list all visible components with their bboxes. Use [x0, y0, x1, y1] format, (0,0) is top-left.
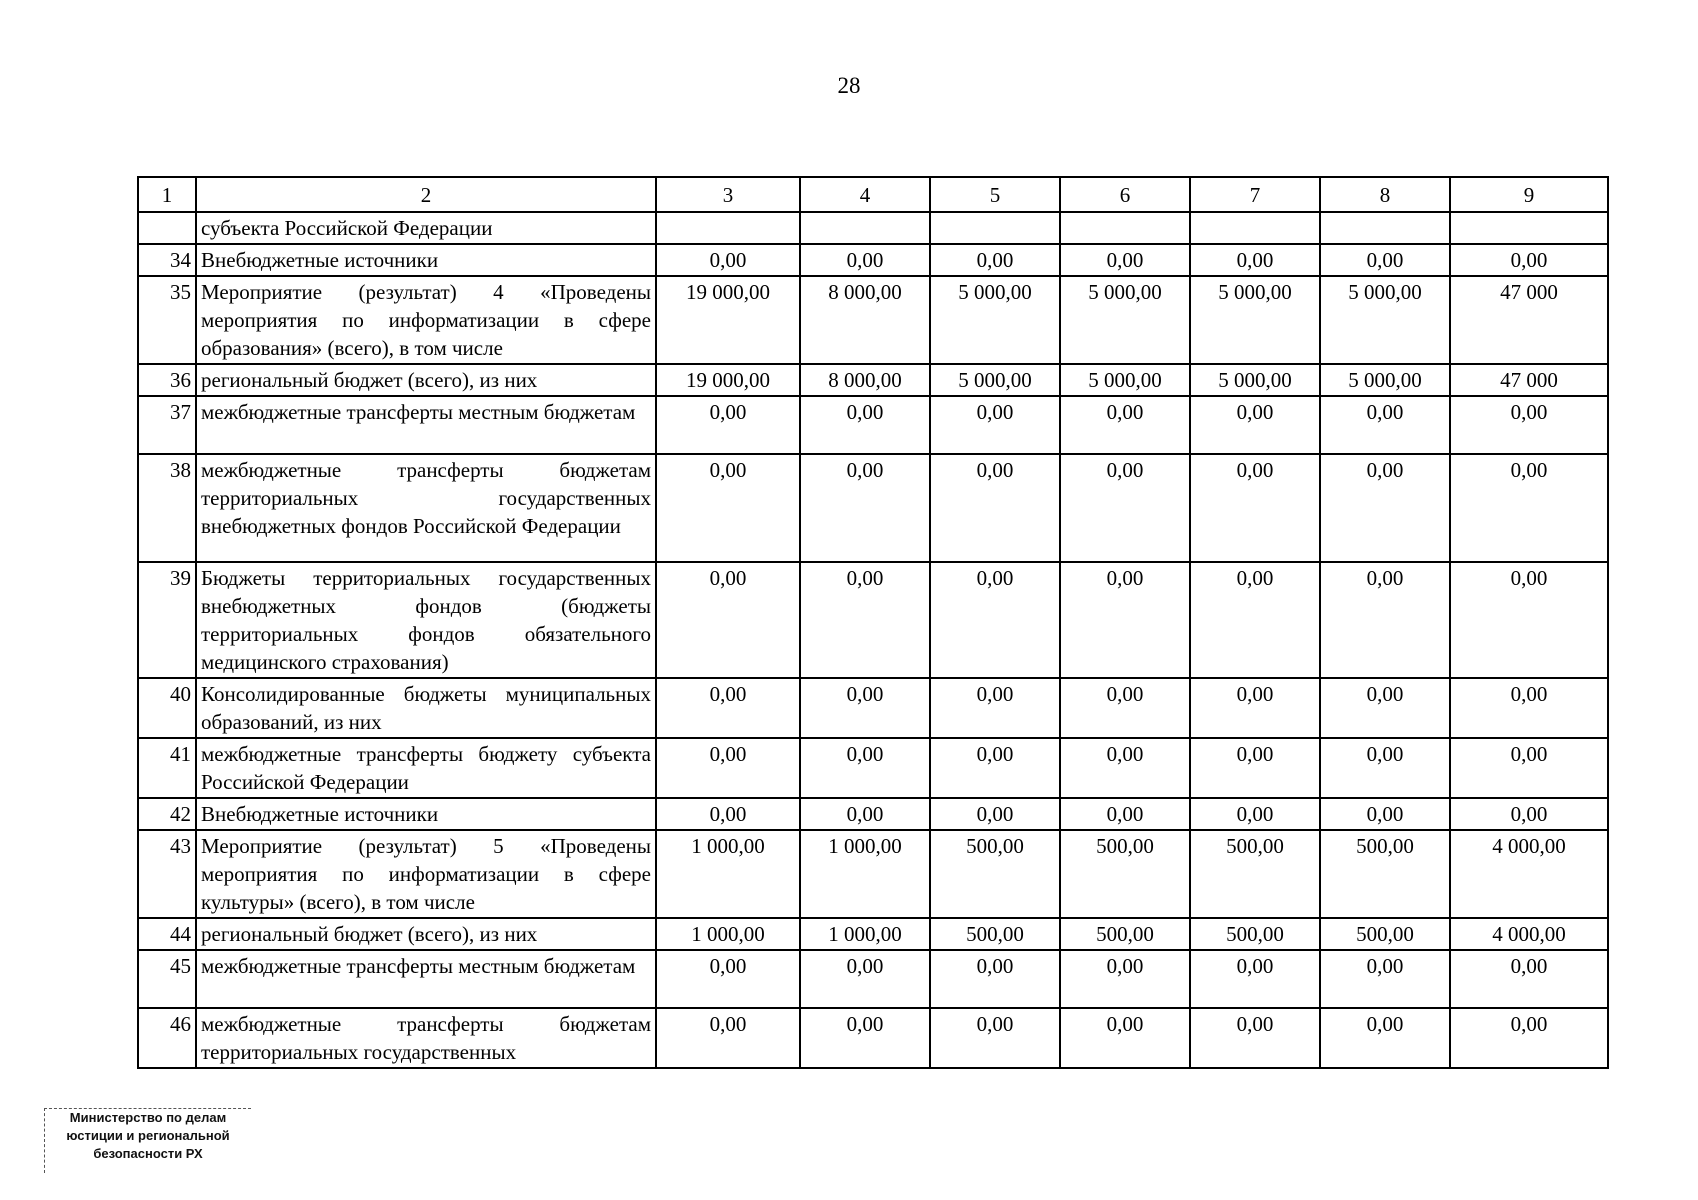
value-cell: 0,00 — [656, 950, 800, 1008]
value-cell: 5 000,00 — [1060, 364, 1190, 396]
column-header: 7 — [1190, 177, 1320, 212]
value-cell: 500,00 — [1190, 918, 1320, 950]
value-cell: 0,00 — [656, 454, 800, 562]
value-cell: 0,00 — [1450, 244, 1608, 276]
value-cell: 47 000 — [1450, 364, 1608, 396]
value-cell: 0,00 — [1060, 1008, 1190, 1068]
value-cell: 47 000 — [1450, 276, 1608, 364]
row-description: межбюджетные трансферты бюджетам территориальных государственных внебюджетных фондов Российской Федерации — [196, 454, 656, 562]
table-row — [138, 244, 1608, 276]
value-cell: 500,00 — [1190, 830, 1320, 918]
row-number: 46 — [138, 1008, 196, 1068]
value-cell: 0,00 — [1060, 798, 1190, 830]
value-cell — [1060, 212, 1190, 244]
row-description: межбюджетные трансферты местным бюджетам — [196, 396, 656, 454]
value-cell: 5 000,00 — [1190, 364, 1320, 396]
value-cell: 0,00 — [1320, 738, 1450, 798]
value-cell: 4 000,00 — [1450, 918, 1608, 950]
value-cell: 0,00 — [930, 738, 1060, 798]
value-cell: 0,00 — [1060, 244, 1190, 276]
value-cell: 0,00 — [1450, 678, 1608, 738]
value-cell: 500,00 — [1060, 918, 1190, 950]
value-cell: 0,00 — [1060, 738, 1190, 798]
header-row — [138, 177, 1608, 212]
row-number: 39 — [138, 562, 196, 678]
value-cell: 0,00 — [656, 798, 800, 830]
value-cell: 500,00 — [1320, 918, 1450, 950]
table-row — [138, 950, 1608, 1008]
value-cell: 0,00 — [1190, 244, 1320, 276]
row-number — [138, 212, 196, 244]
column-header: 4 — [800, 177, 930, 212]
value-cell: 0,00 — [1450, 950, 1608, 1008]
stamp-line: безопасности РХ — [93, 1146, 203, 1161]
column-header: 5 — [930, 177, 1060, 212]
value-cell: 0,00 — [930, 396, 1060, 454]
value-cell: 500,00 — [930, 830, 1060, 918]
value-cell: 0,00 — [930, 678, 1060, 738]
row-number: 37 — [138, 396, 196, 454]
row-description: региональный бюджет (всего), из них — [196, 918, 656, 950]
table-row — [138, 738, 1608, 798]
table-row — [138, 454, 1608, 562]
table-row — [138, 562, 1608, 678]
column-header: 6 — [1060, 177, 1190, 212]
value-cell: 5 000,00 — [930, 276, 1060, 364]
value-cell: 0,00 — [1190, 738, 1320, 798]
value-cell: 0,00 — [656, 244, 800, 276]
value-cell: 0,00 — [1450, 454, 1608, 562]
value-cell — [930, 212, 1060, 244]
value-cell: 0,00 — [1320, 678, 1450, 738]
value-cell: 4 000,00 — [1450, 830, 1608, 918]
value-cell — [800, 212, 930, 244]
value-cell: 0,00 — [1190, 678, 1320, 738]
value-cell: 0,00 — [1320, 454, 1450, 562]
row-number: 40 — [138, 678, 196, 738]
value-cell: 5 000,00 — [1320, 364, 1450, 396]
column-header: 2 — [196, 177, 656, 212]
row-description: Консолидированные бюджеты муниципальных образований, из них — [196, 678, 656, 738]
value-cell: 0,00 — [1190, 798, 1320, 830]
column-header: 1 — [138, 177, 196, 212]
value-cell: 0,00 — [1320, 950, 1450, 1008]
value-cell: 500,00 — [1320, 830, 1450, 918]
row-number: 34 — [138, 244, 196, 276]
row-description: субъекта Российской Федерации — [196, 212, 656, 244]
stamp-line: Министерство по делам — [69, 1110, 227, 1125]
value-cell — [656, 212, 800, 244]
row-number: 45 — [138, 950, 196, 1008]
row-description: региональный бюджет (всего), из них — [196, 364, 656, 396]
row-description: Мероприятие (результат) 5 «Проведены мероприятия по информатизации в сфере культуры» (всего), в том числе — [196, 830, 656, 918]
value-cell: 0,00 — [930, 562, 1060, 678]
value-cell: 0,00 — [1320, 562, 1450, 678]
value-cell: 0,00 — [1190, 396, 1320, 454]
row-description: Бюджеты территориальных государственных внебюджетных фондов (бюджеты территориальных фондов обязательного медицинского страхования) — [196, 562, 656, 678]
value-cell: 0,00 — [930, 454, 1060, 562]
value-cell: 5 000,00 — [930, 364, 1060, 396]
column-header: 3 — [656, 177, 800, 212]
value-cell: 1 000,00 — [656, 918, 800, 950]
value-cell: 500,00 — [1060, 830, 1190, 918]
row-description: Мероприятие (результат) 4 «Проведены мероприятия по информатизации в сфере образования» (всего), в том числе — [196, 276, 656, 364]
row-number: 42 — [138, 798, 196, 830]
value-cell: 1 000,00 — [656, 830, 800, 918]
registration-stamp — [44, 1108, 251, 1173]
value-cell: 0,00 — [1450, 798, 1608, 830]
value-cell: 1 000,00 — [800, 918, 930, 950]
table-row — [138, 830, 1608, 918]
value-cell: 0,00 — [1450, 1008, 1608, 1068]
table-row — [138, 798, 1608, 830]
value-cell: 500,00 — [930, 918, 1060, 950]
value-cell: 5 000,00 — [1320, 276, 1450, 364]
value-cell: 8 000,00 — [800, 364, 930, 396]
value-cell: 0,00 — [930, 798, 1060, 830]
value-cell: 0,00 — [656, 1008, 800, 1068]
row-description: межбюджетные трансферты бюджету субъекта Российской Федерации — [196, 738, 656, 798]
row-description: межбюджетные трансферты бюджетам территориальных государственных — [196, 1008, 656, 1068]
value-cell: 0,00 — [800, 1008, 930, 1068]
row-number: 44 — [138, 918, 196, 950]
table-row — [138, 212, 1608, 244]
value-cell: 8 000,00 — [800, 276, 930, 364]
value-cell — [1190, 212, 1320, 244]
value-cell: 0,00 — [930, 1008, 1060, 1068]
value-cell: 0,00 — [800, 562, 930, 678]
value-cell: 0,00 — [1320, 244, 1450, 276]
budget-table — [137, 176, 1609, 1069]
value-cell: 0,00 — [656, 678, 800, 738]
value-cell: 0,00 — [1450, 738, 1608, 798]
value-cell: 0,00 — [800, 244, 930, 276]
value-cell: 0,00 — [1190, 562, 1320, 678]
value-cell: 0,00 — [930, 950, 1060, 1008]
value-cell: 0,00 — [1190, 1008, 1320, 1068]
value-cell: 0,00 — [800, 678, 930, 738]
row-number: 43 — [138, 830, 196, 918]
value-cell: 0,00 — [1190, 454, 1320, 562]
table-row — [138, 918, 1608, 950]
row-number: 35 — [138, 276, 196, 364]
value-cell: 0,00 — [1320, 396, 1450, 454]
table-body — [138, 212, 1608, 1068]
value-cell: 0,00 — [1060, 396, 1190, 454]
table-row — [138, 276, 1608, 364]
page-number: 28 — [837, 73, 861, 98]
value-cell: 0,00 — [800, 950, 930, 1008]
column-header: 8 — [1320, 177, 1450, 212]
value-cell: 0,00 — [1060, 562, 1190, 678]
value-cell — [1450, 212, 1608, 244]
value-cell: 19 000,00 — [656, 276, 800, 364]
row-description: межбюджетные трансферты местным бюджетам — [196, 950, 656, 1008]
value-cell: 0,00 — [1190, 950, 1320, 1008]
value-cell: 19 000,00 — [656, 364, 800, 396]
row-number: 36 — [138, 364, 196, 396]
value-cell: 5 000,00 — [1060, 276, 1190, 364]
table-row — [138, 1008, 1608, 1068]
column-header: 9 — [1450, 177, 1608, 212]
value-cell — [1320, 212, 1450, 244]
table-row — [138, 678, 1608, 738]
value-cell: 0,00 — [1060, 454, 1190, 562]
value-cell: 0,00 — [1060, 678, 1190, 738]
value-cell: 0,00 — [800, 798, 930, 830]
value-cell: 0,00 — [930, 244, 1060, 276]
stamp-line: юстиции и региональной — [66, 1128, 230, 1143]
value-cell: 0,00 — [1450, 562, 1608, 678]
value-cell: 0,00 — [800, 454, 930, 562]
value-cell: 0,00 — [656, 738, 800, 798]
value-cell: 0,00 — [1060, 950, 1190, 1008]
row-description: Внебюджетные источники — [196, 798, 656, 830]
value-cell: 5 000,00 — [1190, 276, 1320, 364]
value-cell: 0,00 — [1320, 798, 1450, 830]
value-cell: 1 000,00 — [800, 830, 930, 918]
table-row — [138, 396, 1608, 454]
value-cell: 0,00 — [800, 396, 930, 454]
value-cell: 0,00 — [800, 738, 930, 798]
value-cell: 0,00 — [1320, 1008, 1450, 1068]
value-cell: 0,00 — [656, 396, 800, 454]
table-row — [138, 364, 1608, 396]
row-description: Внебюджетные источники — [196, 244, 656, 276]
value-cell: 0,00 — [1450, 396, 1608, 454]
value-cell: 0,00 — [656, 562, 800, 678]
row-number: 41 — [138, 738, 196, 798]
row-number: 38 — [138, 454, 196, 562]
